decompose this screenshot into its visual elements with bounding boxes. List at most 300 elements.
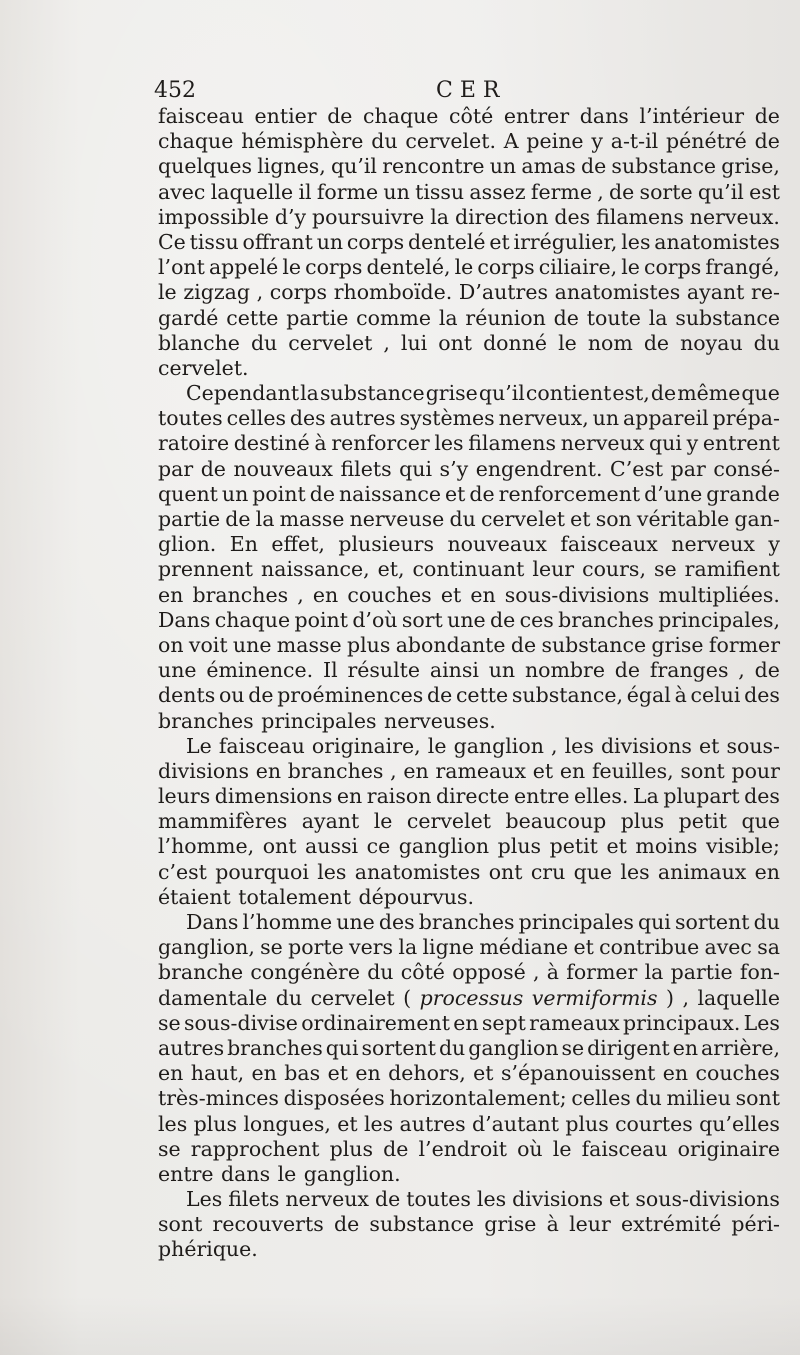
word: arrière,: [701, 1035, 780, 1060]
word: gan-: [734, 507, 780, 531]
word: entier: [254, 104, 317, 128]
word: à: [314, 431, 327, 456]
text-line: [158, 507, 780, 532]
word: appelé: [208, 255, 279, 280]
word: d’où: [352, 607, 398, 632]
word: s’y: [439, 456, 469, 481]
word: masse: [276, 632, 342, 657]
word: blanche: [158, 330, 240, 355]
text-line: [158, 1061, 780, 1086]
text-line: [158, 381, 780, 406]
text-line: [158, 180, 780, 205]
word: ,: [682, 985, 690, 1010]
word: former: [566, 960, 638, 985]
word: toutes: [406, 1187, 471, 1212]
word: le: [454, 255, 474, 280]
word: ont: [488, 859, 523, 884]
word: de: [374, 1187, 401, 1212]
word: branches: [418, 910, 515, 934]
word: un: [221, 481, 249, 506]
word: fon-: [739, 960, 780, 985]
word: visible;: [706, 834, 780, 859]
word: même: [677, 381, 741, 406]
word: rencontre: [382, 154, 485, 179]
word: opposé: [452, 960, 526, 985]
word: faisceau: [158, 104, 244, 128]
word: à: [546, 1212, 559, 1237]
word: petit: [549, 834, 598, 859]
word: dans: [579, 104, 629, 128]
word: partie: [670, 960, 733, 985]
word: plusieurs: [338, 532, 434, 557]
word: autres: [158, 1035, 225, 1060]
text-line: [158, 104, 780, 129]
word: pourquoi: [215, 859, 309, 884]
word: nerveux,: [498, 406, 589, 431]
word: très-minces: [158, 1086, 279, 1111]
word: et: [609, 1187, 630, 1212]
word: sous-divisions: [504, 582, 650, 607]
word: cette: [455, 683, 509, 708]
word: recouverts: [212, 1212, 324, 1237]
word: et: [337, 1111, 358, 1136]
word: le: [558, 330, 577, 355]
word: originaire,: [311, 733, 421, 758]
word: avec: [158, 179, 206, 204]
word: corps: [477, 255, 535, 280]
word: ,: [551, 733, 558, 758]
word: cervelet: [406, 809, 491, 834]
text-line: [158, 860, 780, 885]
word: extrémité: [620, 1212, 722, 1237]
word: ligne: [422, 935, 475, 960]
word: ,: [383, 330, 390, 355]
word: quelques: [158, 154, 252, 179]
word: de: [200, 456, 226, 481]
word: branches: [287, 758, 384, 783]
word: en: [559, 758, 586, 783]
word: continuant: [412, 557, 525, 582]
word: engendrent.: [475, 456, 603, 481]
word: (: [403, 985, 412, 1010]
word: se: [260, 935, 283, 960]
word: de: [580, 154, 607, 179]
word: offrant: [242, 229, 313, 254]
word: vermiformis: [531, 985, 658, 1010]
word: anatomistes: [654, 229, 780, 254]
word: et: [699, 733, 720, 758]
word: Dans: [158, 607, 211, 632]
word: en: [470, 582, 496, 607]
word: sont: [680, 758, 725, 783]
word: de: [383, 1136, 409, 1161]
word: poursuivre: [312, 204, 425, 229]
word: cervelet: [480, 507, 565, 531]
word: courtes: [615, 1111, 693, 1136]
word: dehors,: [388, 1061, 466, 1086]
word: du: [367, 960, 394, 985]
word: se: [158, 1010, 181, 1035]
word: ciliaire,: [538, 255, 618, 280]
word: sorte: [639, 179, 693, 204]
word: corps: [305, 255, 363, 280]
word: la: [255, 507, 275, 531]
word: processus: [419, 985, 524, 1010]
word: congénère: [250, 960, 360, 985]
word: ferme: [530, 179, 592, 204]
word: en: [672, 1035, 699, 1060]
word: pénétré: [666, 129, 747, 154]
word: horizontalement;: [389, 1086, 567, 1111]
word: sortent: [361, 1035, 436, 1060]
word: se: [158, 1136, 181, 1161]
word: assez: [469, 179, 526, 204]
word: vers: [349, 935, 394, 960]
text-line: [158, 935, 780, 960]
word: contient: [525, 381, 612, 406]
word: noyau: [680, 330, 743, 355]
word: les: [620, 859, 650, 884]
word: un: [316, 229, 344, 254]
word: plus: [193, 1111, 237, 1136]
word: y: [686, 431, 699, 456]
word: branches: [558, 607, 654, 632]
page-shadow: [0, 1295, 800, 1355]
word: ont: [438, 330, 473, 355]
word: ,: [533, 960, 540, 985]
word: aussi: [305, 834, 359, 859]
word: du: [250, 330, 278, 355]
word: celles: [226, 406, 286, 431]
word: de: [426, 683, 453, 708]
word: cervelet: [310, 985, 395, 1010]
word: laquelle: [697, 985, 780, 1010]
word: En: [229, 532, 258, 557]
word: ,: [597, 179, 604, 204]
word: grise: [425, 381, 478, 406]
word: éminence.: [206, 658, 314, 683]
word: plus: [497, 834, 542, 859]
body-text: [158, 104, 780, 1263]
word: sont: [158, 1212, 203, 1237]
word: irrégulier,: [513, 229, 618, 254]
word: se: [653, 557, 677, 582]
word: divisions: [158, 758, 249, 783]
word: de: [469, 481, 495, 506]
word: directe: [435, 784, 510, 809]
text-line: [158, 683, 780, 708]
text-line: phérique.: [158, 1237, 258, 1262]
word: l’homme: [242, 910, 333, 934]
word: ayant: [686, 280, 745, 305]
word: la: [398, 935, 418, 960]
word: des: [744, 683, 780, 708]
word: lignes,: [257, 154, 326, 179]
word: de: [309, 481, 335, 506]
word: sort: [401, 607, 443, 632]
word: bas: [284, 1061, 321, 1086]
word: plus: [565, 1111, 609, 1136]
word: chaque: [214, 607, 291, 632]
text-line: [158, 633, 780, 658]
word: faisceau: [218, 733, 305, 758]
word: proéminences: [277, 683, 424, 708]
word: peine: [526, 129, 584, 154]
word: filamens: [468, 431, 556, 456]
word: que: [741, 809, 780, 834]
word: des: [554, 204, 591, 229]
text-line: [158, 1187, 780, 1212]
word: des: [289, 406, 326, 431]
word: sous-divise: [183, 1010, 298, 1035]
word: a-t-il: [610, 129, 659, 154]
word: avec: [704, 935, 752, 960]
word: laquelle: [210, 179, 294, 204]
word: disposées: [283, 1086, 385, 1111]
word: y: [768, 532, 780, 557]
word: est,: [612, 381, 650, 406]
word: de: [609, 179, 635, 204]
word: et: [532, 758, 554, 783]
word: dents: [158, 683, 216, 708]
word: le: [158, 280, 177, 305]
word: corps: [643, 255, 702, 280]
word: de: [225, 507, 251, 531]
text-line: [158, 1212, 780, 1237]
word: médiane: [479, 935, 569, 960]
text-line: [158, 306, 780, 331]
word: tissu: [415, 179, 465, 204]
word: anatomistes: [354, 859, 481, 884]
word: que: [741, 381, 780, 406]
word: Les: [186, 1187, 223, 1212]
word: systèmes: [399, 406, 495, 431]
text-line: [158, 658, 780, 683]
word: et: [573, 935, 594, 960]
word: toute: [586, 305, 641, 330]
word: pour: [731, 758, 780, 783]
word: dimensions: [214, 784, 333, 809]
word: ramifient: [684, 557, 780, 582]
word: ,: [390, 758, 397, 783]
word: nerveux: [671, 532, 755, 557]
word: franges: [649, 658, 729, 683]
word: des: [378, 910, 415, 934]
text-line: [158, 1086, 780, 1111]
word: à: [674, 683, 687, 708]
word: en: [336, 784, 363, 809]
word: se: [561, 1035, 585, 1060]
word: naissance: [338, 481, 442, 506]
word: nouveaux: [233, 456, 333, 481]
word: divisions: [512, 1187, 604, 1212]
word: ratoire: [158, 431, 230, 456]
word: D’autres: [458, 280, 548, 305]
word: nerveuse: [349, 507, 445, 531]
word: consé-: [713, 456, 780, 481]
text-line: branches principales nerveuses.: [158, 708, 496, 733]
word: celui: [690, 683, 741, 708]
word: les: [564, 733, 594, 758]
word: de: [754, 104, 780, 128]
word: leur: [532, 557, 575, 582]
word: ganglion: [468, 1035, 559, 1060]
word: appareil: [622, 406, 709, 431]
word: filamens: [596, 204, 684, 229]
word: La: [632, 784, 659, 809]
word: divisions: [600, 733, 692, 758]
word: porte: [288, 935, 344, 960]
word: égal: [626, 683, 671, 708]
text-line: [158, 406, 780, 431]
word: le: [552, 1136, 572, 1161]
word: l’intérieur: [639, 104, 745, 128]
word: milieu: [666, 1086, 731, 1111]
text-line: [158, 557, 780, 582]
text-line: entre dans le ganglion.: [158, 1161, 401, 1186]
text-line: cervelet.: [158, 355, 249, 380]
word: abondante: [395, 632, 506, 657]
word: qui: [399, 456, 433, 481]
word: côté: [449, 104, 494, 128]
text-line: [158, 230, 780, 255]
word: ayant: [301, 809, 360, 834]
text-line: [158, 532, 780, 557]
word: le: [427, 733, 447, 758]
word: chaque: [363, 104, 439, 128]
word: ce: [366, 834, 391, 859]
word: de: [754, 129, 780, 154]
word: et: [606, 834, 627, 859]
text-line: [158, 1112, 780, 1137]
text-line: [158, 784, 780, 809]
word: tissu: [189, 229, 239, 254]
word: de: [643, 330, 670, 355]
word: plus: [620, 809, 665, 834]
word: autres: [329, 406, 396, 431]
word: C’est: [610, 456, 664, 481]
word: filets: [340, 456, 392, 481]
word: que: [573, 859, 613, 884]
word: de: [754, 658, 780, 683]
word: du: [753, 910, 780, 934]
word: ,: [297, 582, 304, 607]
word: à: [546, 960, 560, 985]
word: est: [749, 179, 780, 204]
word: grise: [484, 1212, 537, 1237]
word: chaque: [158, 129, 234, 154]
word: rameaux: [529, 1010, 620, 1035]
word: leur: [569, 1212, 611, 1237]
word: de: [327, 104, 353, 128]
word: cervelet.: [405, 129, 496, 154]
word: moins: [635, 834, 698, 859]
word: filets: [228, 1187, 280, 1212]
word: longues,: [243, 1111, 331, 1136]
word: la: [644, 960, 664, 985]
text-line: [158, 734, 780, 759]
word: l’ont: [158, 255, 205, 280]
word: cru: [530, 859, 566, 884]
word: sortent: [674, 910, 750, 934]
word: du: [753, 330, 780, 355]
word: petit: [678, 809, 727, 834]
word: qu’il: [478, 381, 525, 406]
word: grise: [651, 632, 704, 657]
text-line: étaient totalement dépourvus.: [158, 884, 475, 909]
word: par: [158, 456, 194, 481]
text-line: [158, 482, 780, 507]
word: ,: [738, 658, 745, 683]
word: s’épanouissent: [500, 1061, 656, 1086]
word: il: [298, 179, 312, 204]
word: plupart: [663, 784, 740, 809]
running-head: CER: [436, 78, 507, 103]
word: les: [317, 859, 347, 884]
word: former: [708, 632, 780, 657]
word: sa: [757, 935, 780, 960]
word: véritable: [636, 507, 730, 531]
text-line: [158, 205, 780, 230]
word: en: [158, 1061, 184, 1086]
word: le: [621, 255, 640, 280]
text-line: [158, 129, 780, 154]
word: entrent: [702, 431, 780, 456]
word: ont: [262, 834, 297, 859]
word: couches: [347, 582, 432, 607]
word: principales: [518, 910, 634, 934]
text-line: [158, 1036, 780, 1061]
word: direction: [454, 204, 549, 229]
word: du: [635, 1086, 662, 1111]
word: l’homme,: [158, 834, 255, 859]
word: gardé: [158, 305, 219, 330]
text-line: [158, 457, 780, 482]
word: plus: [346, 632, 391, 657]
word: qu’elles: [699, 1111, 780, 1136]
word: résulte: [347, 658, 421, 683]
word: principales,: [658, 607, 780, 632]
word: nouveaux: [447, 532, 547, 557]
word: multipliées.: [658, 582, 780, 607]
word: cours,: [582, 557, 646, 582]
text-line: [158, 759, 780, 784]
word: destiné: [233, 431, 310, 456]
word: et: [445, 481, 466, 506]
text-line: [158, 986, 780, 1011]
word: d’y: [274, 204, 307, 229]
word: animaux: [657, 859, 747, 884]
word: Cependant: [186, 381, 300, 406]
word: originaire: [677, 1136, 780, 1161]
word: où: [517, 1136, 543, 1161]
word: Il: [322, 658, 338, 683]
word: branche: [158, 960, 244, 985]
word: une: [336, 910, 375, 934]
word: les: [363, 1111, 394, 1136]
word: la: [300, 381, 319, 406]
text-line: [158, 1137, 780, 1162]
word: de: [333, 1212, 360, 1237]
text-line: [158, 431, 780, 456]
word: quent: [158, 481, 218, 506]
word: un: [383, 179, 410, 204]
word: Les: [743, 1010, 780, 1035]
word: cette: [226, 305, 279, 330]
word: grise,: [721, 154, 780, 179]
word: en: [255, 758, 282, 783]
word: sont: [735, 1086, 780, 1111]
